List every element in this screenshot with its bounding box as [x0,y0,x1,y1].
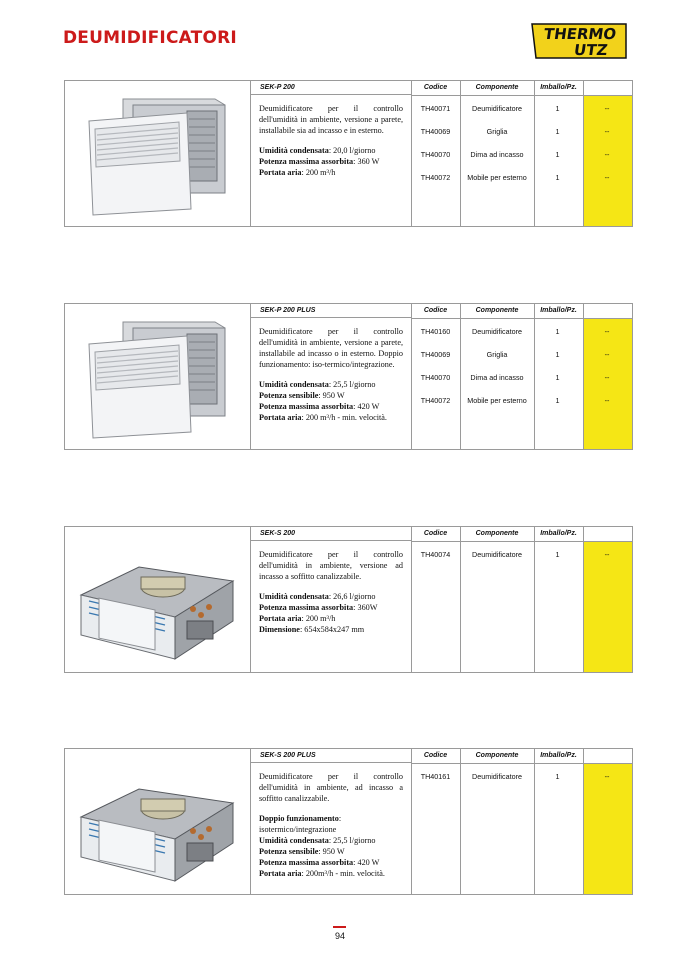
price-column-highlight [584,96,632,226]
component-qty: 1 [555,550,560,559]
spec-value: : 360W [353,603,378,612]
column-header-blank [583,81,632,96]
column-header-component: Componente [460,81,534,96]
component-code: TH40072 [420,396,451,405]
spec-line [259,167,403,178]
product-description-block [259,103,403,178]
page-title: DEUMIDIFICATORI [63,28,237,48]
component-name: Griglia [486,127,508,136]
component-row [411,326,632,338]
column-header-pack: Imballo/Pz. [534,527,583,542]
price-column-highlight [584,764,632,894]
component-qty: 1 [555,104,560,113]
spec-label: Umidità condensata [259,380,329,389]
component-name: Mobile per esterno [467,396,527,405]
component-code: TH40070 [420,150,451,159]
component-name: Deumidificatore [472,772,522,781]
logo-text-line1: THERMO [542,25,618,43]
spec-label: Dimensione [259,625,300,634]
wall-dehumidifier-image [75,91,240,216]
column-header-component: Componente [460,749,534,764]
spec-value: : 25,5 l/giorno [328,836,376,845]
ceiling-dehumidifier-image [75,759,240,884]
component-qty: 1 [555,772,560,781]
spec-line [259,857,403,868]
spec-label: Potenza massima assorbita [259,157,354,166]
spec-line [259,624,403,635]
spec-label: Umidità condensata [259,836,329,845]
component-row [411,172,632,184]
column-header-pack: Imballo/Pz. [534,749,583,764]
spec-line [259,835,403,846]
product-block [64,80,633,227]
spec-label: Portata aria [259,869,302,878]
component-price: -- [604,396,610,405]
column-header-blank [583,304,632,319]
spec-line [259,813,403,824]
component-qty: 1 [555,327,560,336]
spec-value: : 654x584x247 mm [299,625,365,634]
component-code: TH40069 [420,127,451,136]
product-image-cell [65,304,251,449]
product-description-block [259,549,403,635]
component-price: -- [604,127,610,136]
spec-value: : [338,814,342,823]
component-name: Griglia [486,350,508,359]
component-price: -- [604,150,610,159]
spec-value: : 200 m³/h - min. velocità. [301,413,387,422]
spec-list [259,813,403,879]
spec-label: Portata aria [259,614,302,623]
model-name: SEK-S 200 [251,527,411,541]
spec-line [259,591,403,602]
component-code: TH40072 [420,173,451,182]
product-description: Deumidificatore per il controllo dell'umidità in ambiente, versione ad incasso a soffitto canalizzabile. [259,550,403,581]
component-row [411,149,632,161]
spec-label: Portata aria [259,168,302,177]
brand-logo [530,20,628,62]
component-row [411,771,632,783]
spec-value: : 950 W [318,391,345,400]
spec-value: : 200 m³/h [301,168,336,177]
component-code: TH40070 [420,373,451,382]
spec-label: Umidità condensata [259,592,329,601]
component-code: TH40160 [420,327,451,336]
spec-line [259,390,403,401]
component-name: Mobile per esterno [467,173,527,182]
component-code: TH40161 [420,772,451,781]
spec-value: : 200 m³/h [301,614,336,623]
component-row [411,549,632,561]
component-price: -- [604,104,610,113]
component-row [411,126,632,138]
spec-line [259,412,403,423]
spec-line [259,602,403,613]
spec-value: isotermico/integrazione [259,825,337,834]
column-header-code: Codice [411,527,460,542]
column-header-code: Codice [411,749,460,764]
component-price: -- [604,350,610,359]
spec-line [259,379,403,390]
component-name: Deumidificatore [472,550,522,559]
product-image-cell [65,81,251,226]
model-name: SEK-P 200 [251,81,411,95]
component-row [411,349,632,361]
product-image-cell [65,749,251,894]
page-number-bar [333,926,346,928]
component-price: -- [604,327,610,336]
component-name: Deumidificatore [472,327,522,336]
product-description: Deumidificatore per il controllo dell'umidità in ambiente, ad incasso a soffitto canalizzabile. [259,772,403,803]
component-name: Dima ad incasso [470,373,524,382]
spec-line [259,824,403,835]
component-price: -- [604,373,610,382]
spec-label: Potenza massima assorbita [259,402,354,411]
product-description-block [259,326,403,423]
logo-text-line2: UTZ [572,41,609,59]
price-column-highlight [584,542,632,672]
spec-line [259,145,403,156]
column-header-component: Componente [460,527,534,542]
spec-list [259,591,403,635]
component-qty: 1 [555,373,560,382]
component-name: Dima ad incasso [470,150,524,159]
spec-line [259,846,403,857]
spec-line [259,156,403,167]
component-name: Deumidificatore [472,104,522,113]
spec-label: Potenza sensibile [259,391,319,400]
component-code: TH40069 [420,350,451,359]
component-price: -- [604,550,610,559]
component-qty: 1 [555,173,560,182]
ceiling-dehumidifier-image [75,537,240,662]
spec-list [259,145,403,178]
component-row [411,103,632,115]
page-number: 94 [334,931,345,941]
product-description: Deumidificatore per il controllo dell'umidità in ambiente, versione a parete, installabile sia ad incasso e in esterno. [259,104,403,135]
product-description-block [259,771,403,879]
component-code: TH40071 [420,104,451,113]
product-image-cell [65,527,251,672]
spec-label: Portata aria [259,413,302,422]
component-qty: 1 [555,350,560,359]
spec-list [259,379,403,423]
spec-value: : 20,0 l/giorno [328,146,376,155]
spec-label: Potenza massima assorbita [259,603,354,612]
product-block [64,303,633,450]
component-price: -- [604,173,610,182]
spec-label: Doppio funzionamento [259,814,339,823]
component-row [411,395,632,407]
spec-label: Potenza sensibile [259,847,319,856]
spec-label: Potenza massima assorbita [259,858,354,867]
model-name: SEK-P 200 PLUS [251,304,411,318]
spec-value: : 950 W [318,847,345,856]
column-header-pack: Imballo/Pz. [534,81,583,96]
spec-line [259,868,403,879]
component-price: -- [604,772,610,781]
spec-value: : 26,6 l/giorno [328,592,376,601]
column-header-blank [583,749,632,764]
component-qty: 1 [555,150,560,159]
product-block [64,526,633,673]
spec-line [259,613,403,624]
spec-value: : 360 W [353,157,380,166]
component-qty: 1 [555,127,560,136]
column-header-blank [583,527,632,542]
model-name: SEK-S 200 PLUS [251,749,411,763]
component-code: TH40074 [420,550,451,559]
spec-line [259,401,403,412]
column-header-pack: Imballo/Pz. [534,304,583,319]
column-header-code: Codice [411,81,460,96]
product-description: Deumidificatore per il controllo dell'umidità in ambiente, versione a parete, installabile ad incasso o in esterno. Doppio funzionamento: iso-termico/integrazione. [259,327,403,369]
spec-value: : 25,5 l/giorno [328,380,376,389]
column-header-code: Codice [411,304,460,319]
spec-value: : 420 W [353,858,380,867]
spec-label: Umidità condensata [259,146,329,155]
component-qty: 1 [555,396,560,405]
price-column-highlight [584,319,632,449]
spec-value: : 200m³/h - min. velocità. [301,869,385,878]
product-block [64,748,633,895]
component-row [411,372,632,384]
spec-value: : 420 W [353,402,380,411]
wall-dehumidifier-image [75,314,240,439]
column-header-component: Componente [460,304,534,319]
